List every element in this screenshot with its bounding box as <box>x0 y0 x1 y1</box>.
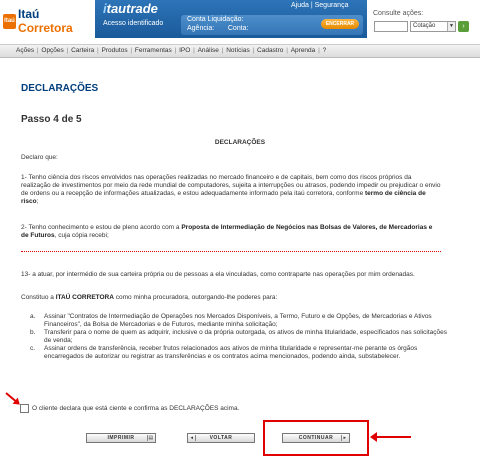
nav-item-7[interactable]: Notícias <box>226 47 250 54</box>
nav-item-9[interactable]: Aprenda <box>290 47 316 54</box>
continuar-button[interactable]: CONTINUAR ▸ <box>282 433 350 443</box>
list-item: b. Transferir para o nome de quem as adquirir, inclusive o da própria outorgada, os ativos de minha titularidade, especificados nas solicitações de venda; <box>30 329 447 344</box>
arrow-right-icon: ▸ <box>341 435 348 441</box>
nav-item-3[interactable]: Produtos <box>101 47 128 54</box>
confirm-checkbox-label[interactable]: O cliente declara que está ciente e confirma as DECLARAÇÕES acima. <box>32 405 240 412</box>
termo-ciencia-risco-link[interactable]: termo de ciência de risco <box>21 190 426 205</box>
consulte-acoes-input[interactable] <box>374 21 408 32</box>
arrow-right-icon: › <box>462 23 465 30</box>
encerrar-button[interactable]: ENCERRAR <box>321 19 359 29</box>
nav-item-8[interactable]: Cadastro <box>257 47 284 54</box>
nav-separator: | <box>191 47 197 54</box>
nav-separator: | <box>172 47 179 54</box>
nav-separator: | <box>284 47 290 54</box>
nav-separator: | <box>64 47 71 54</box>
annotation-highlight-box <box>263 420 369 456</box>
declaro-que: Declaro que: <box>21 154 58 161</box>
page-title: DECLARAÇÕES <box>21 83 99 94</box>
conta-liquidacao-label: Conta Liquidação: <box>187 16 244 23</box>
step-indicator: Passo 4 de 5 <box>21 114 82 125</box>
itau-corretora-logo[interactable] <box>1 2 87 40</box>
list-item: c. Assinar ordens de transferência, receber frutos relacionados aos ativos de minha titularidade e representar-me perante os órgãos encarregados de autorizar ou registrar as transferências e os contratos acima mencionados, podendo ainda, substabelecer. <box>30 345 418 360</box>
imprimir-button[interactable]: IMPRIMIR ▤ <box>86 433 156 443</box>
cotacao-select[interactable]: Cotação ▼ <box>410 21 456 32</box>
agencia-label: Agência: Conta: <box>187 25 249 32</box>
constituo-text: Constituo a ITAÚ CORRETORA como minha procuradora, outorgando-lhe poderes para: <box>21 294 278 301</box>
logo-text: Itaú Corretora <box>18 7 73 35</box>
nav-separator: | <box>316 47 322 54</box>
chevron-down-icon: ▼ <box>447 22 455 31</box>
declaration-1: 1- Tenho ciência dos riscos envolvidos nas operações realizadas no mercado financeiro e de capitais, bem como dos riscos próprios da realização de investimentos por meio da rede mundial de computadores, sujeita a interrupções ou atrasos, podendo impedir ou prejudicar o envio de ordens ou a recepção de informações atualizadas, e estou adequadamente informado pela itaú corretora, conforme termo de ciência de risco; <box>21 174 441 205</box>
conta-info <box>181 15 363 35</box>
arrow-left-icon: ◂ <box>189 435 196 441</box>
main-nav <box>0 44 480 58</box>
declaration-2: 2- Tenho conhecimento e estou de pleno acordo com a Proposta de Intermediação de Negócios nas Bolsas de Valores, de Mercadorias e de Futuros, cuja cópia recebi; <box>21 224 433 239</box>
app-name: itautrade <box>103 1 158 16</box>
confirm-checkbox[interactable] <box>20 404 29 413</box>
voltar-button[interactable]: ◂ VOLTAR <box>187 433 255 443</box>
declaration-13: 13- a atuar, por intermédio de sua carteira própria ou de pessoas a ela vinculadas, como contraparte nas operações por mim ordenadas. <box>21 271 415 278</box>
nav-item-0[interactable]: Ações <box>16 47 35 54</box>
nav-separator: | <box>250 47 257 54</box>
consulte-acoes-label: Consulte ações: <box>373 10 424 17</box>
ajuda-seguranca-links[interactable]: Ajuda | Segurança <box>291 2 349 9</box>
nav-item-4[interactable]: Ferramentas <box>134 47 172 54</box>
nav-item-1[interactable]: Opções <box>41 47 64 54</box>
itautrade-banner <box>95 0 367 38</box>
nav-item-2[interactable]: Carteira <box>71 47 95 54</box>
annotation-arrow-checkbox <box>5 392 17 403</box>
itau-logo-icon: Itaú <box>3 14 16 29</box>
nav-item-5[interactable]: IPO <box>179 47 191 54</box>
nav-item-6[interactable]: Análise <box>197 47 219 54</box>
scroll-divider <box>21 251 441 252</box>
confirm-row <box>20 404 239 413</box>
list-item: a. Assinar "Contratos de Intermediação de Operações nos Mercados Disponíveis, a Termo, Futuro e de Opções, de Mercadorias e Ativos Financeiros", da Bolsa de Mercadorias e de Futuros, mediante minha solicitação; <box>30 313 432 328</box>
powers-list <box>30 313 450 361</box>
nav-separator: | <box>35 47 41 54</box>
proposta-intermediacao-link[interactable]: Proposta de Intermediação de Negócios nas Bolsas de Valores, de Mercadorias e de Futuros <box>21 224 433 239</box>
printer-icon: ▤ <box>148 435 154 441</box>
annotation-arrow-continuar <box>376 436 411 438</box>
nav-separator: | <box>95 47 101 54</box>
go-button[interactable] <box>458 21 469 32</box>
nav-item-10[interactable]: ? <box>322 47 327 54</box>
declaracoes-subheading: DECLARAÇÕES <box>214 139 266 146</box>
nav-separator: | <box>128 47 134 54</box>
nav-separator: | <box>219 47 226 54</box>
acesso-identificado: Acesso identificado <box>103 20 164 27</box>
header <box>0 0 480 44</box>
